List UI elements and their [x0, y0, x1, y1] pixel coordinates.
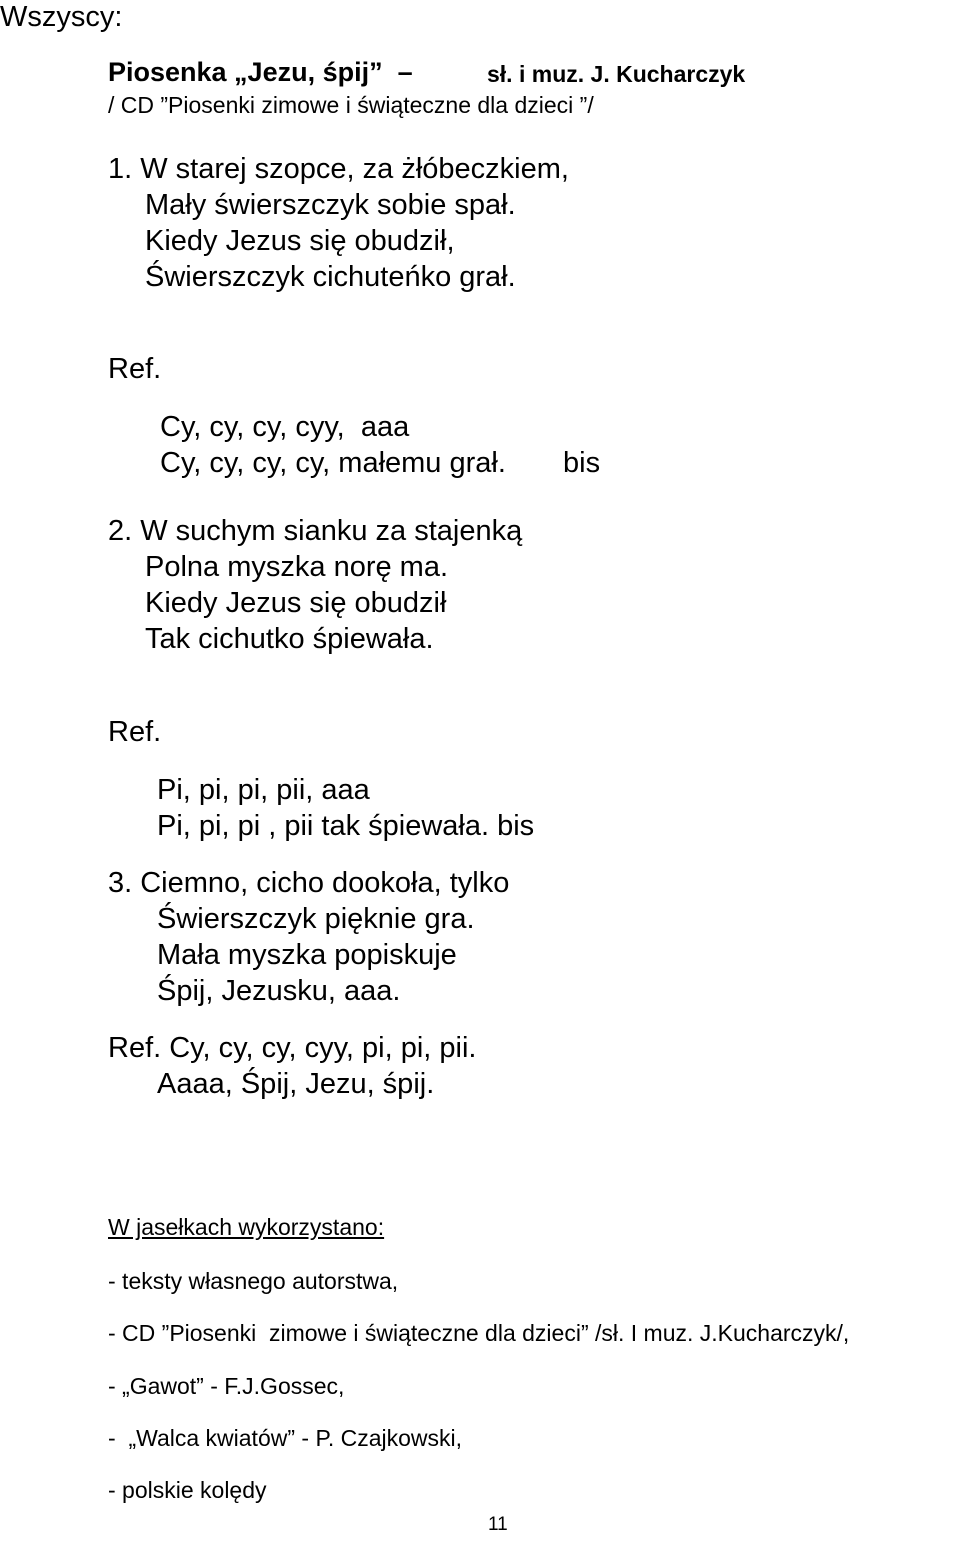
refrain-3-line-2: Aaaa, Śpij, Jezu, śpij.	[157, 1068, 435, 1100]
section-header: Wszyscy:	[0, 1, 123, 33]
verse-1-line-1: 1. W starej szopce, za żłóbeczkiem,	[108, 153, 569, 185]
song-author: sł. i muz. J. Kucharczyk	[487, 61, 746, 87]
refrain-1-label: Ref.	[108, 353, 162, 385]
source-item: - polskie kolędy	[108, 1477, 267, 1503]
verse-3-line-2: Świerszczyk pięknie gra.	[157, 903, 475, 935]
refrain-1-line-1: Cy, cy, cy, cyy, aaa	[160, 411, 410, 443]
source-item: - „Walca kwiatów” - P. Czajkowski,	[108, 1425, 463, 1451]
refrain-2-line-2: Pi, pi, pi , pii tak śpiewała. bis	[157, 810, 535, 842]
verse-1-line-4: Świerszczyk cichuteńko grał.	[145, 261, 516, 293]
verse-2-line-3: Kiedy Jezus się obudził	[145, 587, 447, 619]
refrain-2-label: Ref.	[108, 716, 162, 748]
refrain-2-line-1: Pi, pi, pi, pii, aaa	[157, 774, 370, 806]
verse-3-line-1: 3. Ciemno, cicho dookoła, tylko	[108, 867, 510, 899]
verse-3-line-4: Śpij, Jezusku, aaa.	[157, 975, 401, 1007]
source-item: - „Gawot” - F.J.Gossec,	[108, 1373, 345, 1399]
verse-1-line-2: Mały świerszczyk sobie spał.	[145, 189, 516, 221]
verse-2-line-4: Tak cichutko śpiewała.	[145, 623, 434, 655]
sources-heading: W jasełkach wykorzystano:	[108, 1214, 385, 1240]
refrain-1-bis: bis	[563, 447, 601, 479]
refrain-1-line-2: Cy, cy, cy, cy, małemu grał.	[160, 447, 506, 479]
page-number: 11	[488, 1514, 508, 1535]
source-item: - teksty własnego autorstwa,	[108, 1268, 399, 1294]
verse-1-line-3: Kiedy Jezus się obudził,	[145, 225, 455, 257]
song-title: Piosenka „Jezu, śpij” –	[108, 57, 413, 87]
refrain-3-line-1: Ref. Cy, cy, cy, cyy, pi, pi, pii.	[108, 1032, 477, 1064]
verse-2-line-1: 2. W suchym sianku za stajenką	[108, 515, 523, 547]
source-item: - CD ”Piosenki zimowe i świąteczne dla dzieci” /sł. I muz. J.Kucharczyk/,	[108, 1320, 850, 1346]
verse-3-line-3: Mała myszka popiskuje	[157, 939, 457, 971]
song-cd-source: / CD ”Piosenki zimowe i świąteczne dla dzieci ”/	[108, 92, 594, 118]
verse-2-line-2: Polna myszka norę ma.	[145, 551, 449, 583]
